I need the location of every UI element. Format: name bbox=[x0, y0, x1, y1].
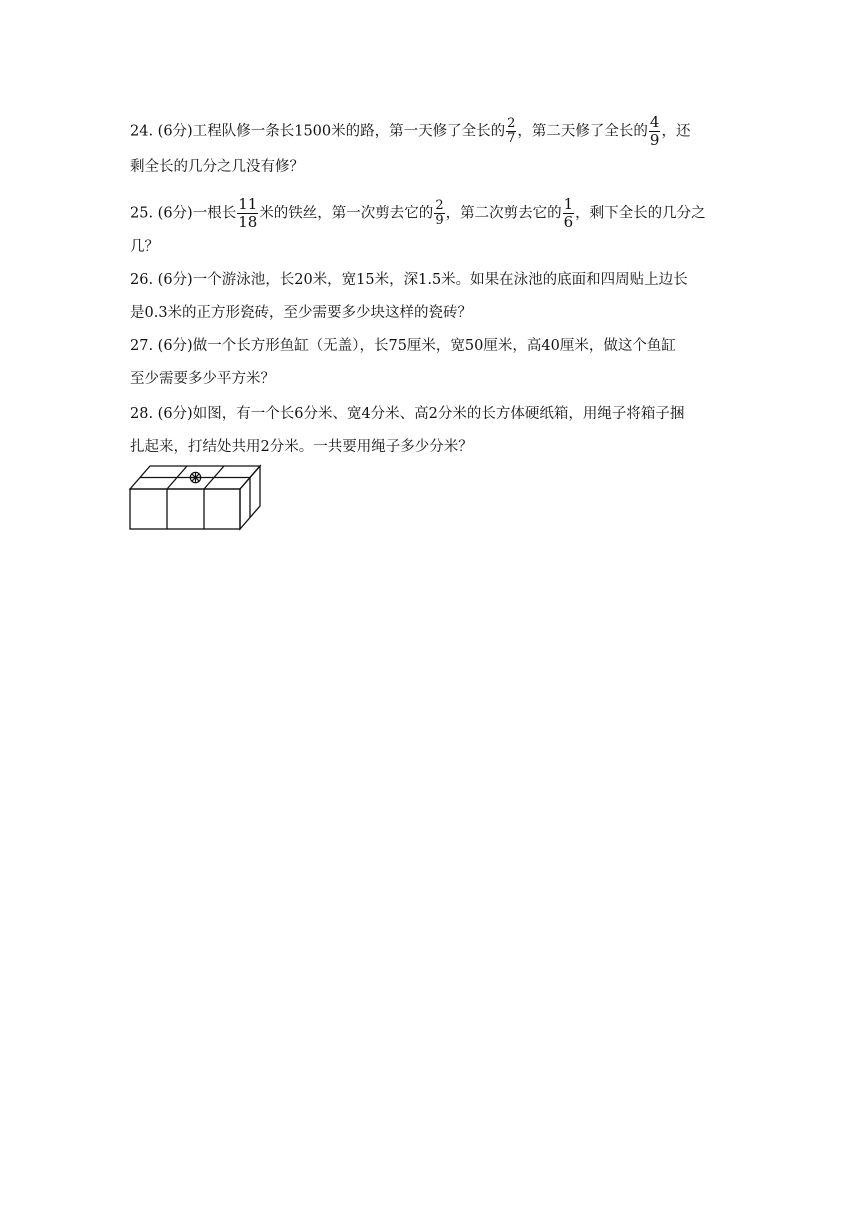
fraction-2-9: $\frac{2}{9}$ bbox=[435, 198, 444, 228]
question-26-text: 一个游泳池，长20米，宽15米，深1.5米。如果在泳池的底面和四周贴上边长 bbox=[192, 272, 688, 288]
question-26-number: 26. bbox=[130, 272, 154, 288]
question-25-text-a: 一根长 bbox=[192, 205, 237, 222]
question-27-number: 27. bbox=[130, 338, 154, 354]
question-25-text-c: ，第二次剪去它的 bbox=[445, 205, 562, 222]
question-25-text-d: ，剩下全长的几分之 bbox=[575, 205, 706, 222]
question-28-score: (6分) bbox=[157, 406, 193, 422]
question-24-text-b: ，第二天修了全长的 bbox=[517, 123, 648, 140]
question-26-score: (6分) bbox=[157, 272, 193, 288]
question-25-line-1 bbox=[130, 196, 706, 231]
fraction-4-9: $\frac{4}{9}$ bbox=[649, 113, 660, 149]
question-28-number: 28. bbox=[130, 406, 154, 422]
question-24-number: 24. bbox=[130, 123, 154, 140]
question-26-line-2: 是0.3米的正方形瓷砖，至少需要多少块这样的瓷砖？ bbox=[130, 305, 473, 321]
question-28-line-2: 扎起来，打结处共用2分米。一共要用绳子多少分米？ bbox=[130, 439, 473, 455]
rope-tied-box-figure bbox=[128, 462, 268, 532]
question-25-score: (6分) bbox=[157, 205, 193, 222]
question-25-line-2: 几？ bbox=[130, 239, 159, 255]
question-27-text: 做一个长方形鱼缸（无盖），长75厘米，宽50厘米，高40厘米，做这个鱼缸 bbox=[192, 338, 676, 354]
question-27-line-2: 至少需要多少平方米？ bbox=[130, 371, 275, 387]
question-25-text-b: 米的铁丝，第一次剪去它的 bbox=[259, 205, 434, 222]
box-front-face bbox=[130, 489, 240, 529]
question-27-score: (6分) bbox=[157, 338, 193, 354]
question-24-line-1 bbox=[130, 114, 690, 149]
question-24-score: (6分) bbox=[157, 123, 193, 140]
question-28-line-1 bbox=[130, 404, 684, 424]
fraction-1-6: $\frac{1}{6}$ bbox=[563, 195, 574, 231]
question-24-text-a: 工程队修一条长1500米的路，第一天修了全长的 bbox=[192, 123, 506, 140]
fraction-2-7: $\frac{2}{7}$ bbox=[507, 116, 516, 146]
fraction-11-18: $\frac{11}{18}$ bbox=[238, 195, 258, 231]
question-26-line-1 bbox=[130, 270, 688, 290]
question-24-text-c: ，还 bbox=[661, 123, 691, 140]
question-27-line-1 bbox=[130, 336, 676, 356]
bow-knot-icon bbox=[190, 472, 200, 482]
question-28-text: 如图，有一个长6分米、宽4分米、高2分米的长方体硬纸箱，用绳子将箱子捆 bbox=[192, 406, 685, 422]
question-24-line-2: 剩全长的几分之几没有修？ bbox=[130, 159, 304, 175]
question-25-number: 25. bbox=[130, 205, 154, 222]
